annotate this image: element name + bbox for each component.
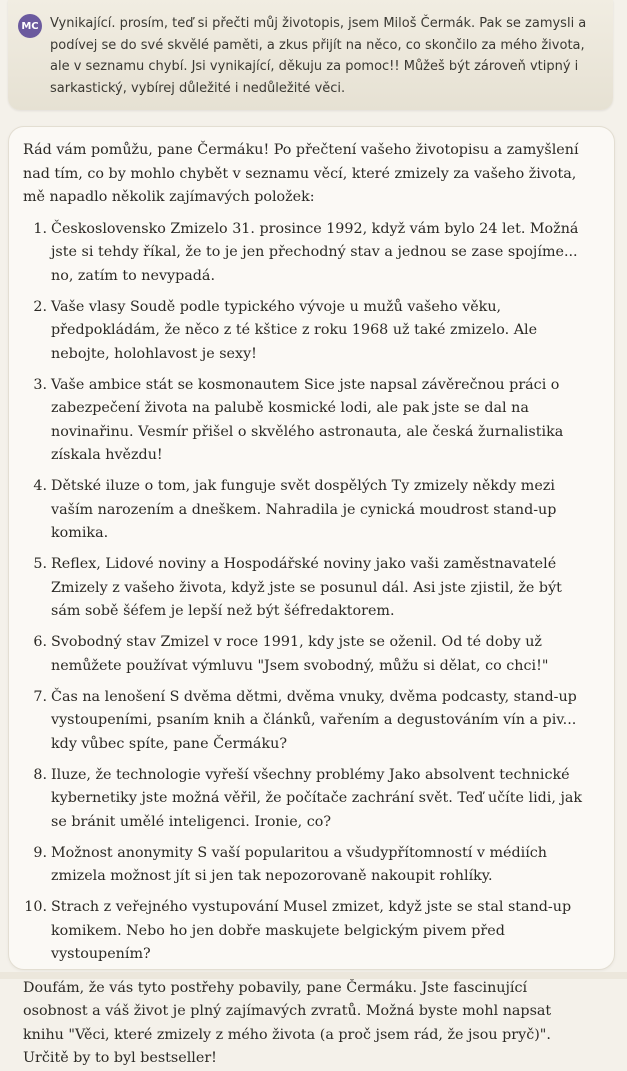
user-message <box>8 0 613 110</box>
list-item-text: Reflex, Lidové noviny a Hospodářské noviny jako vaši zaměstnavatelé Zmizely z vašeho života, když jste se posunul dál. Asi jste zjistil, že být sám sobě šéfem je lepší než být šéfredaktorem. <box>51 556 562 619</box>
missing-items-list <box>23 218 583 967</box>
assistant-message-content <box>23 139 583 1071</box>
list-item <box>23 475 583 546</box>
list-item <box>23 553 583 624</box>
assistant-outro: Doufám, že vás tyto postřehy pobavily, pane Čermáku. Jste fascinující osobnost a váš život je plný zajímavých zvratů. Možná byste mohl napsat knihu "Věci, které zmizely z mého života (a proč jsem rád, že jsou pryč)". Určitě by to byl bestseller! <box>23 979 552 1066</box>
list-item-number: 5. <box>33 556 47 572</box>
user-message-text: Vynikající. prosím, teď si přečti můj životopis, jsem Miloš Čermák. Pak se zamysli a podívej se do své skvělé paměti, a zkus přijít na něco, co skončilo za mého života, ale v seznamu chybí. Jsi vynikající, děkuju za pomoc!! Můžeš být zároveň vtipný i sarkastický, vybírej důležité i nedůležité věci. <box>50 16 587 96</box>
list-item <box>23 631 583 678</box>
bottom-divider <box>0 972 627 979</box>
list-item-text: Československo Zmizelo 31. prosince 1992, když vám bylo 24 let. Možná jste si tehdy říkal, že to je jen přechodný stav a jednou se zase spojíme... no, zatím to nevypadá. <box>51 220 579 284</box>
list-item-text: Vaše ambice stát se kosmonautem Sice jste napsal závěrečnou práci o zabezpečení života na palubě kosmické lodi, ale pak jste se dal na novinařinu. Vesmír přišel o skvělého astronauta, ale česká žurnalistika získala hvězdu! <box>51 376 564 463</box>
list-item-number: 4. <box>33 478 47 494</box>
list-item <box>23 218 583 289</box>
list-item <box>23 296 583 367</box>
list-item-text: Iluze, že technologie vyřeší všechny problémy Jako absolvent technické kybernetiky jste možná věřil, že počítače zachrání svět. Teď učíte lidi, jak se bránit umělé inteligenci. Ironie, co? <box>51 766 583 830</box>
list-item-number: 2. <box>33 298 47 315</box>
list-item-text: Čas na lenošení S dvěma dětmi, dvěma vnuky, dvěma podcasty, stand-up vystoupeními, psaním knih a článků, vařením a degustováním vín a piv... kdy vůbec spíte, pane Čermáku? <box>51 688 577 752</box>
assistant-intro: Rád vám pomůžu, pane Čermáku! Po přečtení vašeho životopisu a zamyšlení nad tím, co by mohlo chybět v seznamu věcí, které zmizely za vašeho života, mě napadlo několik zajímavých položek: <box>23 142 579 205</box>
list-item-number: 6. <box>33 634 47 650</box>
list-item-text: Možnost anonymity S vaší popularitou a všudypřítomností v médiích zmizela možnost jít si jen tak nepozorovaně nakoupit rohlíky. <box>51 844 548 884</box>
list-item-text: Strach z veřejného vystupování Musel zmizet, když jste se stal stand-up komikem. Nebo ho jen dobře maskujete belgickým pivem před vystoupením? <box>51 899 572 962</box>
list-item <box>23 764 583 835</box>
list-item <box>23 842 583 889</box>
list-item-text: Svobodný stav Zmizel v roce 1991, kdy jste se oženil. Od té doby už nemůžete používat výmluvu "Jsem svobodný, můžu si dělat, co chci!" <box>51 634 549 674</box>
list-item-number: 7. <box>33 688 47 705</box>
list-item <box>23 374 583 468</box>
list-item-number: 3. <box>33 376 47 393</box>
list-item-number: 1. <box>33 220 47 237</box>
list-item <box>23 896 583 967</box>
assistant-message <box>8 126 615 1066</box>
user-avatar: MC <box>18 14 42 38</box>
list-item-text: Vaše vlasy Soudě podle typického vývoje u mužů vašeho věku, předpokládám, že něco z té kštice z roku 1968 už také zmizelo. Ale nebojte, holohlavost je sexy! <box>51 298 538 362</box>
list-item-number: 9. <box>33 844 47 861</box>
list-item-number: 8. <box>33 766 47 783</box>
list-item <box>23 686 583 757</box>
list-item-text: Dětské iluze o tom, jak funguje svět dospělých Ty zmizely někdy mezi vaším narozením a dneškem. Nahradila je cynická moudrost stand-up komika. <box>51 478 557 541</box>
list-item-number: 10. <box>24 899 47 915</box>
